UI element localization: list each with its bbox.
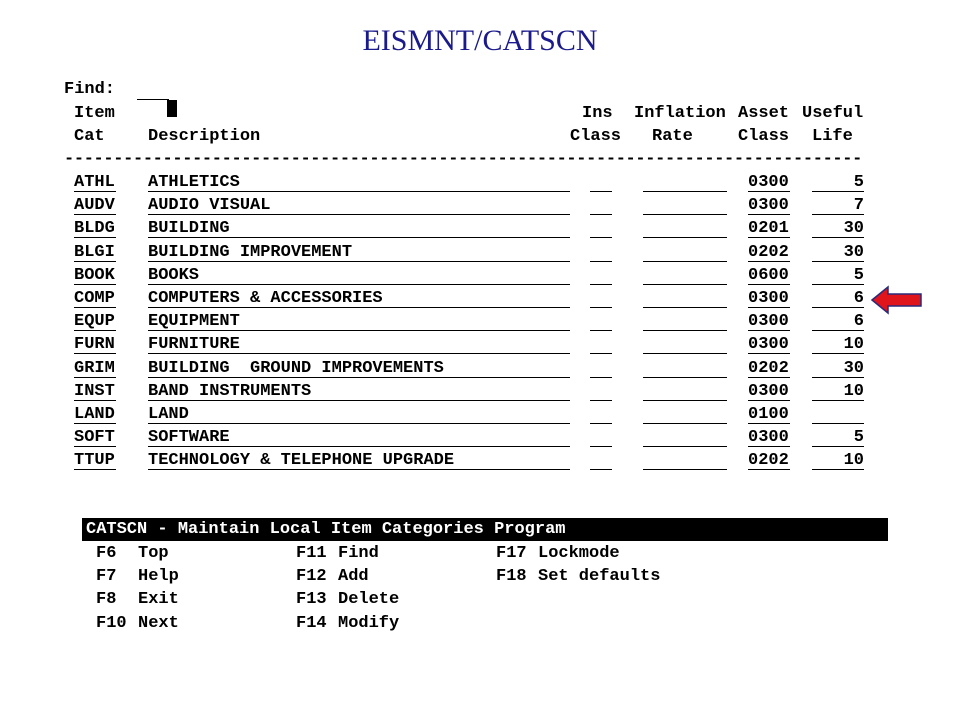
ins-class-field[interactable] xyxy=(590,312,612,332)
table-row[interactable] xyxy=(0,173,960,193)
ins-class-field[interactable] xyxy=(590,196,612,216)
function-key-label[interactable]: Find xyxy=(338,544,379,563)
header-ins: Ins xyxy=(582,104,613,123)
description-field[interactable]: BAND INSTRUMENTS xyxy=(148,382,570,402)
item-cat-field[interactable]: INST xyxy=(74,381,115,401)
description-field[interactable]: BUILDING xyxy=(148,219,570,239)
table-row[interactable] xyxy=(0,451,960,471)
function-key-label[interactable]: Next xyxy=(138,613,179,633)
header-ins-class: Class xyxy=(570,127,622,146)
useful-life-field[interactable] xyxy=(812,405,864,425)
header-asset: Asset xyxy=(738,104,790,123)
inflation-rate-field[interactable] xyxy=(643,405,727,425)
useful-life-field[interactable]: 30 xyxy=(812,243,864,263)
description-field[interactable]: TECHNOLOGY & TELEPHONE UPGRADE xyxy=(148,451,570,471)
function-key-f12[interactable]: F12 xyxy=(296,567,327,587)
table-row[interactable] xyxy=(0,243,960,263)
asset-class-field[interactable]: 0300 xyxy=(748,312,789,332)
asset-class-field[interactable]: 0300 xyxy=(748,173,789,192)
function-key-f17[interactable]: F17 xyxy=(496,544,527,563)
asset-class-field[interactable]: 0100 xyxy=(748,405,789,424)
table-row[interactable] xyxy=(0,335,960,355)
asset-class-field[interactable]: 0300 xyxy=(748,428,789,448)
ins-class-field[interactable] xyxy=(590,266,612,286)
ins-class-field[interactable] xyxy=(590,289,612,309)
asset-class-field[interactable]: 0202 xyxy=(748,451,789,471)
asset-class-field[interactable]: 0202 xyxy=(748,242,789,262)
function-key-f13[interactable]: F13 xyxy=(296,590,327,610)
asset-class-field[interactable]: 0600 xyxy=(748,265,789,285)
function-key-f6[interactable]: F6 xyxy=(96,544,117,563)
header-inflation: Inflation xyxy=(634,104,726,123)
ins-class-field[interactable] xyxy=(590,382,612,402)
item-cat-field[interactable]: TTUP xyxy=(74,451,115,471)
function-key-label[interactable]: Modify xyxy=(338,613,400,633)
ins-class-field[interactable] xyxy=(590,173,612,193)
asset-class-field[interactable]: 0300 xyxy=(748,196,789,216)
function-key-label[interactable]: Delete xyxy=(338,590,400,610)
asset-class-field[interactable]: 0300 xyxy=(748,381,789,401)
function-key-label[interactable]: Top xyxy=(138,544,169,563)
inflation-rate-field[interactable] xyxy=(643,196,727,216)
table-row[interactable] xyxy=(0,219,960,239)
asset-class-field[interactable]: 0300 xyxy=(748,289,789,308)
cursor xyxy=(167,100,177,117)
header-separator: --------------------------------------------------------------------------------- xyxy=(64,150,862,169)
item-cat-field[interactable]: ATHL xyxy=(74,173,115,192)
ins-class-field[interactable] xyxy=(590,243,612,263)
function-key-label[interactable]: Exit xyxy=(138,590,179,610)
header-asset-class: Class xyxy=(738,127,790,146)
useful-life-field[interactable]: 5 xyxy=(812,428,864,448)
header-rate: Rate xyxy=(652,127,693,146)
description-field[interactable]: BUILDING GROUND IMPROVEMENTS xyxy=(148,359,570,379)
description-field[interactable]: EQUIPMENT xyxy=(148,312,570,332)
header-useful: Useful xyxy=(802,104,864,123)
ins-class-field[interactable] xyxy=(590,335,612,355)
table-row[interactable] xyxy=(0,405,960,425)
item-cat-field[interactable]: EQUP xyxy=(74,312,115,332)
find-input-underline xyxy=(137,80,169,100)
function-key-f7[interactable]: F7 xyxy=(96,567,117,587)
item-cat-field[interactable]: COMP xyxy=(74,289,115,308)
function-key-f18[interactable]: F18 xyxy=(496,567,527,587)
description-field[interactable]: FURNITURE xyxy=(148,335,570,355)
description-field[interactable]: BUILDING IMPROVEMENT xyxy=(148,243,570,263)
item-cat-field[interactable]: LAND xyxy=(74,405,115,424)
useful-life-field[interactable]: 7 xyxy=(812,196,864,216)
description-field[interactable]: LAND xyxy=(148,405,570,425)
table-row[interactable] xyxy=(0,266,960,286)
header-life: Life xyxy=(812,127,853,146)
table-row[interactable] xyxy=(0,359,960,379)
function-key-f10[interactable]: F10 xyxy=(96,613,127,633)
function-key-label[interactable]: Add xyxy=(338,567,369,587)
function-key-label[interactable]: Lockmode xyxy=(538,544,620,563)
ins-class-field[interactable] xyxy=(590,428,612,448)
item-cat-field[interactable]: BOOK xyxy=(74,265,115,285)
useful-life-field[interactable]: 5 xyxy=(812,266,864,286)
useful-life-field[interactable]: 10 xyxy=(812,382,864,402)
asset-class-field[interactable]: 0202 xyxy=(748,358,789,378)
description-field[interactable]: COMPUTERS & ACCESSORIES xyxy=(148,289,570,309)
description-field[interactable]: ATHLETICS xyxy=(148,173,570,193)
inflation-rate-field[interactable] xyxy=(643,219,727,239)
useful-life-field[interactable]: 10 xyxy=(812,451,864,471)
function-key-label[interactable]: Help xyxy=(138,567,179,587)
find-label: Find: xyxy=(64,80,116,99)
item-cat-field[interactable]: FURN xyxy=(74,335,115,355)
asset-class-field[interactable]: 0300 xyxy=(748,335,789,355)
function-key-f14[interactable]: F14 xyxy=(296,613,327,633)
inflation-rate-field[interactable] xyxy=(643,266,727,286)
ins-class-field[interactable] xyxy=(590,405,612,425)
useful-life-field[interactable]: 6 xyxy=(812,289,864,309)
table-row[interactable] xyxy=(0,289,960,309)
description-field[interactable]: SOFTWARE xyxy=(148,428,570,448)
inflation-rate-field[interactable] xyxy=(643,312,727,332)
inflation-rate-field[interactable] xyxy=(643,173,727,193)
useful-life-field[interactable]: 30 xyxy=(812,219,864,239)
function-key-f8[interactable]: F8 xyxy=(96,590,117,610)
inflation-rate-field[interactable] xyxy=(643,289,727,309)
pointer-arrow-icon xyxy=(870,284,924,316)
inflation-rate-field[interactable] xyxy=(643,382,727,402)
function-key-label[interactable]: Set defaults xyxy=(538,567,661,587)
table-row[interactable] xyxy=(0,428,960,448)
program-title-bar: CATSCN - Maintain Local Item Categories Program xyxy=(82,518,888,541)
useful-life-field[interactable]: 6 xyxy=(812,312,864,332)
item-cat-field[interactable]: SOFT xyxy=(74,428,115,448)
ins-class-field[interactable] xyxy=(590,359,612,379)
inflation-rate-field[interactable] xyxy=(643,451,727,471)
inflation-rate-field[interactable] xyxy=(643,243,727,263)
description-field[interactable]: AUDIO VISUAL xyxy=(148,196,570,216)
table-row[interactable] xyxy=(0,196,960,216)
useful-life-field[interactable]: 10 xyxy=(812,335,864,355)
item-cat-field[interactable]: AUDV xyxy=(74,196,115,216)
ins-class-field[interactable] xyxy=(590,219,612,239)
inflation-rate-field[interactable] xyxy=(643,359,727,379)
header-item: Item xyxy=(74,104,115,123)
item-cat-field[interactable]: GRIM xyxy=(74,358,115,378)
function-key-f11[interactable]: F11 xyxy=(296,544,327,563)
header-description: Description xyxy=(148,127,261,146)
asset-class-field[interactable]: 0201 xyxy=(748,219,789,239)
item-cat-field[interactable]: BLDG xyxy=(74,219,115,239)
inflation-rate-field[interactable] xyxy=(643,428,727,448)
table-row[interactable] xyxy=(0,382,960,402)
inflation-rate-field[interactable] xyxy=(643,335,727,355)
page-title: EISMNT/CATSCN xyxy=(362,24,598,57)
item-cat-field[interactable]: BLGI xyxy=(74,242,115,262)
useful-life-field[interactable]: 30 xyxy=(812,359,864,379)
description-field[interactable]: BOOKS xyxy=(148,266,570,286)
header-cat: Cat xyxy=(74,127,105,146)
ins-class-field[interactable] xyxy=(590,451,612,471)
useful-life-field[interactable]: 5 xyxy=(812,173,864,193)
table-row[interactable] xyxy=(0,312,960,332)
